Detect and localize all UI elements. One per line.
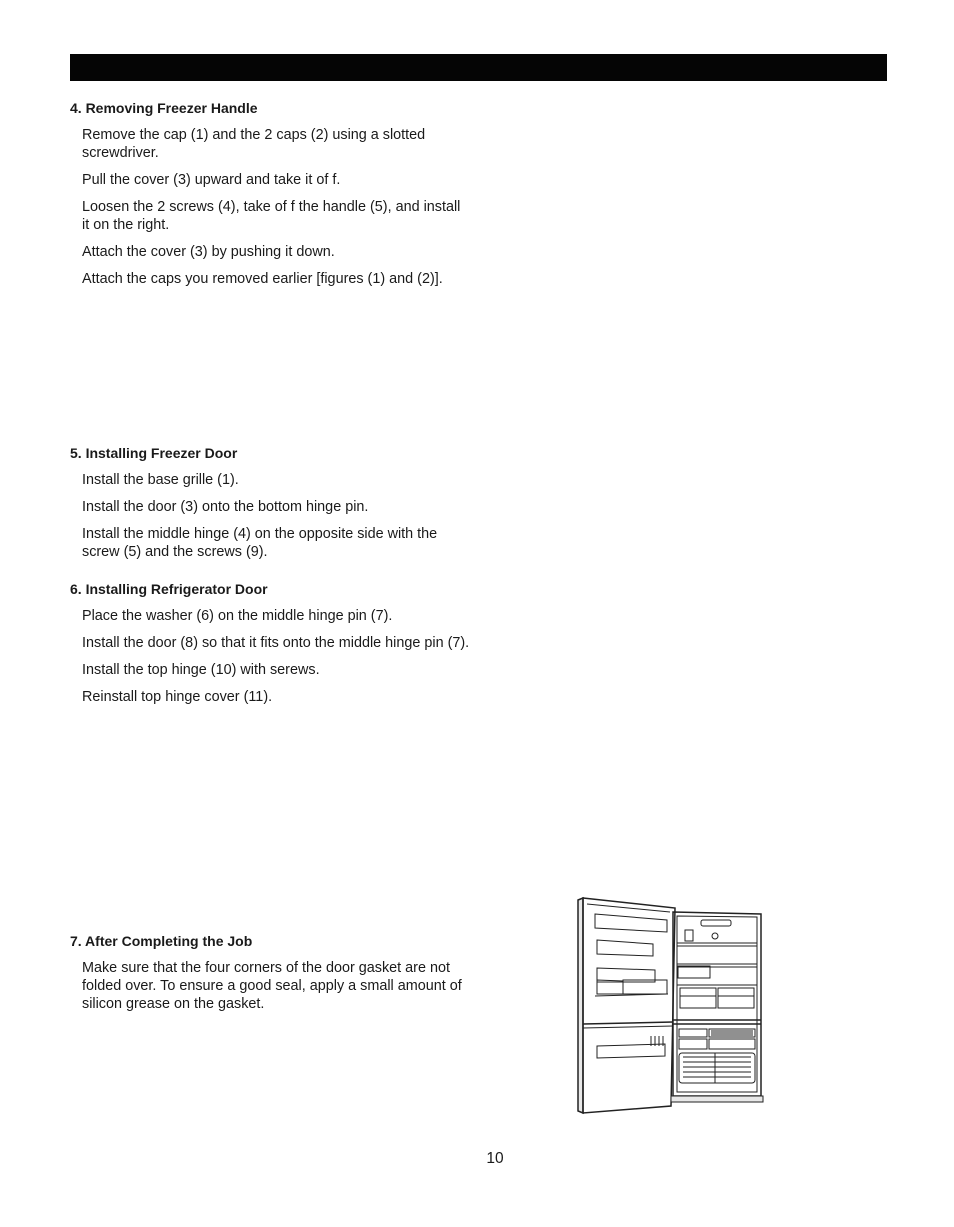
step-text: Attach the caps you removed earlier [figures (1) and (2)]. — [82, 271, 443, 287]
section-heading: 4. Removing Freezer Handle — [70, 100, 258, 116]
section-installing-refrigerator-door — [70, 580, 470, 715]
step-text: Install the top hinge (10) with serews. — [82, 662, 320, 678]
header-bar — [70, 54, 887, 81]
step-text: Loosen the 2 screws (4), take of f the handle (5), and install it on the right. — [82, 199, 461, 233]
step-text: Remove the cap (1) and the 2 caps (2) using a slotted screwdriver. — [82, 127, 426, 161]
step-text: Place the washer (6) on the middle hinge pin (7). — [82, 608, 393, 624]
step-text: Make sure that the four corners of the door gasket are not folded over. To ensure a good seal, apply a small amount of silicon grease on the gasket. — [82, 960, 462, 1012]
page-number: 10 — [486, 1150, 504, 1167]
section-heading: 7. After Completing the Job — [70, 933, 253, 949]
section-installing-freezer-door — [70, 444, 470, 570]
refrigerator-illustration — [575, 896, 767, 1116]
step-text: Reinstall top hinge cover (11). — [82, 689, 273, 705]
section-removing-freezer-handle — [70, 99, 470, 297]
step-text: Install the door (3) onto the bottom hinge pin. — [82, 499, 369, 515]
step-text: Install the middle hinge (4) on the opposite side with the screw (5) and the screws (9). — [82, 526, 438, 560]
step-text: Install the base grille (1). — [82, 472, 239, 488]
section-heading: 6. Installing Refrigerator Door — [70, 581, 268, 597]
step-text: Install the door (8) so that it fits onto the middle hinge pin (7). — [82, 635, 470, 651]
section-heading: 5. Installing Freezer Door — [70, 445, 238, 461]
step-text: Attach the cover (3) by pushing it down. — [82, 244, 335, 260]
section-after-completing-job — [70, 932, 470, 1022]
step-text: Pull the cover (3) upward and take it of f. — [82, 172, 341, 188]
